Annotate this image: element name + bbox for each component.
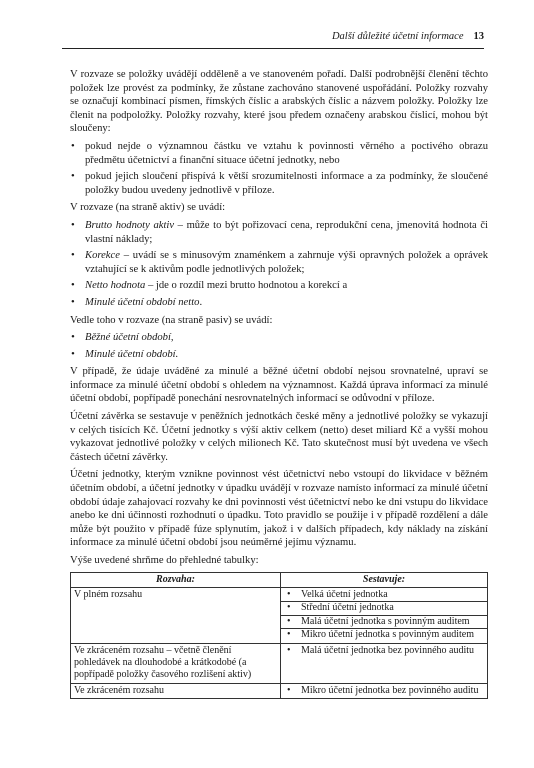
- term: Korekce: [85, 250, 120, 262]
- term: Netto hodnota: [85, 280, 146, 292]
- definition: – jde o rozdíl mezi brutto hodnotou a korekcí a: [145, 280, 348, 292]
- entity-item: • Mikro účetní jednotka s povinným auditem: [281, 629, 487, 641]
- list-item: [70, 219, 488, 246]
- definition: – může to být pořizovací cena, reprodukční cena, jmenovitá hodnota či vlastní náklady;: [85, 219, 488, 245]
- list-item: [70, 279, 488, 293]
- table-cell-rozvaha: Ve zkráceném rozsahu – včetně členění pohledávek na dlouhodobé a krátkodobé (a popřípadě položky časového rozlišení aktiv): [71, 643, 281, 683]
- term: Minulé účetní období netto: [85, 296, 200, 308]
- paragraph-assets: V rozvaze (na straně aktiv) se uvádí:: [70, 202, 226, 214]
- table-cell-sestavuje: [281, 643, 488, 683]
- list-item: • pokud nejde o významnou částku ve vztahu k povinnosti věrného a poctivého obrazu předmětu účetnictví a finanční situace účetní jednotky, nebo: [70, 140, 488, 167]
- list-item: • Běžné účetní období,: [70, 331, 488, 345]
- entity-item: • Mikro účetní jednotka bez povinného auditu: [281, 685, 487, 697]
- table-cell-sestavuje: [281, 588, 488, 644]
- running-header: [62, 31, 484, 49]
- entity-item: • Střední účetní jednotka: [281, 602, 487, 615]
- definition: – uvádí se s minusovým znaménkem a zahrnuje výši opravných položek a oprávek vztahující se k aktivům podle jednotlivých položek;: [85, 250, 488, 275]
- list-item: • Minulé účetní období.: [70, 348, 488, 362]
- table-row: [71, 588, 488, 644]
- column-header-sestavuje: Sestavuje:: [281, 572, 488, 587]
- page-content: [70, 68, 488, 699]
- paragraph-intro: V rozvaze se položky uvádějí odděleně a ve stanoveném pořadí. Další podrobnější členění těchto položek lze provést za podmínky, že zůstane zachováno stanovené uspořádání. Položky rozvahy se označují kombinací písmen, římských číslic a arabských číslic a názvem položky. Položky lze členit na podpoložky. Položky rozvahy, které jsou předem označeny arabskou číslicí, mohou být sloučeny:: [70, 69, 488, 135]
- paragraph-summary: Výše uvedené shrňme do přehledné tabulky:: [70, 555, 259, 566]
- definition: .: [199, 296, 203, 308]
- list-item: [70, 296, 488, 310]
- page-number: 13: [473, 31, 484, 42]
- paragraph-currency: Účetní závěrka se sestavuje v peněžních jednotkách české měny a jednotlivé položky se vykazují v celých tisících Kč. Účetní jednotky s výší aktiv celkem (netto) deset miliard Kč a vyšší mohou vykazovat jednotlivé položky v celých milionech Kč. Tato skutečnost musí být uvedena ve všech částech účetní závěrky.: [70, 411, 488, 463]
- paragraph-comparability: V případě, že údaje uváděné za minulé a běžné účetní období nejsou srovnatelné, upraví se informace za minulé účetní období s ohledem na významnost. Každá úprava informací za minulé účetní období, popřípadě ponechání nesrovnatelných informací se odůvodní v příloze.: [70, 366, 488, 405]
- table-row: [71, 643, 488, 683]
- header-title: Další důležité účetní informace: [331, 31, 464, 42]
- assets-list: [70, 219, 488, 310]
- paragraph-opening-balance: Účetní jednotky, kterým vznikne povinnost vést účetnictví nebo vstoupí do likvidace v běžném účetním období, a účetní jednotky v úpadku uvádějí v rozvaze namísto informací za minulé účetní období údaje zahajovací rozvahy ke dni povinnosti vést účetnictví nebo ke dni vstupu do likvidace anebo ke dni účinnosti rozhodnutí o úpadku. Toto pravidlo se použije i v případě rozdělení a dále může být použito v případě fúze splynutím, jakož i v dalších případech, kdy náklady na získání informace za minulé účetní období jsou neúměrné jejímu významu.: [70, 469, 488, 549]
- list-item: [70, 249, 488, 276]
- summary-table: [70, 572, 488, 700]
- entity-item: • Malá účetní jednotka s povinným auditem: [281, 616, 487, 629]
- table-row: [71, 683, 488, 698]
- list-item: • pokud jejich sloučení přispívá k větší srozumitelnosti informace a za podmínky, že sloučené položky budou uvedeny jednotlivě v příloze.: [70, 170, 488, 197]
- merge-conditions-list: [70, 140, 488, 197]
- table-header-row: [71, 572, 488, 587]
- paragraph-liabilities: Vedle toho v rozvaze (na straně pasiv) se uvádí:: [70, 314, 273, 326]
- table-cell-sestavuje: [281, 683, 488, 698]
- entity-item: • Malá účetní jednotka bez povinného auditu: [281, 645, 487, 657]
- table-cell-rozvaha: Ve zkráceném rozsahu: [71, 683, 281, 698]
- term: Brutto hodnoty aktiv: [85, 219, 175, 231]
- liabilities-list: [70, 331, 488, 361]
- table-cell-rozvaha: V plném rozsahu: [71, 588, 281, 644]
- column-header-rozvaha: Rozvaha:: [71, 572, 281, 587]
- entity-item: • Velká účetní jednotka: [281, 589, 487, 602]
